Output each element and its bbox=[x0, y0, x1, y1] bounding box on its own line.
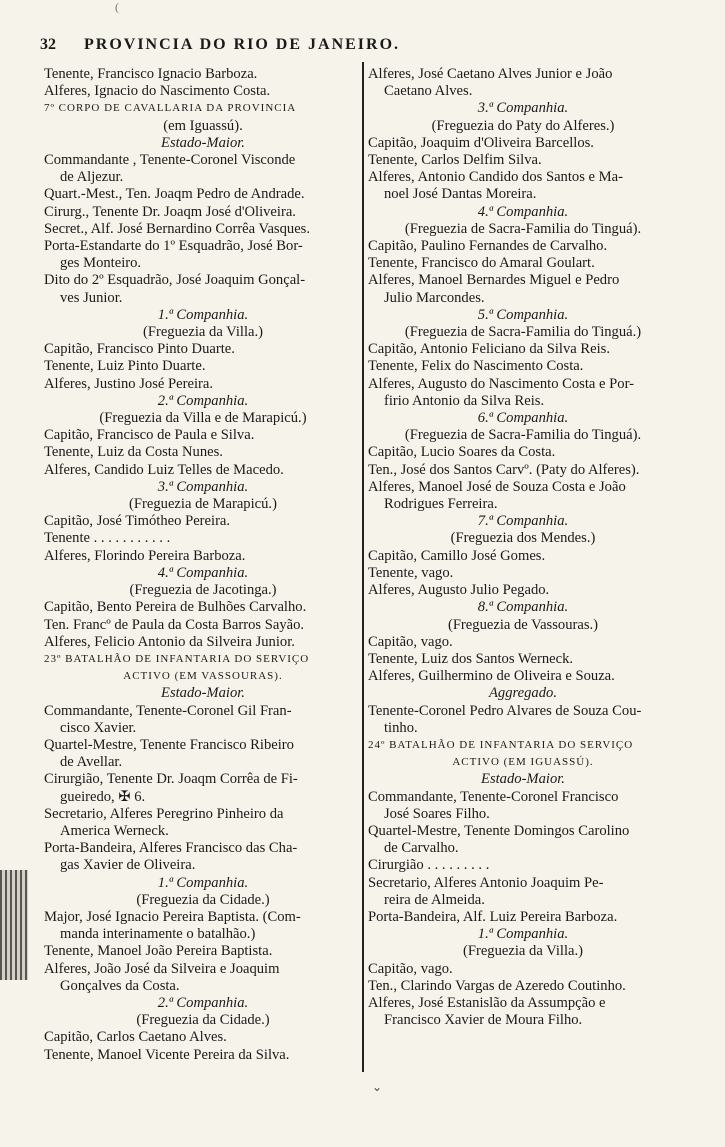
text-line: Rodrigues Ferreira. bbox=[384, 496, 498, 513]
parish-line: (Freguezia da Cidade.) bbox=[136, 1012, 270, 1029]
text-line: Commandante, Tenente-Coronel Gil Fran- bbox=[44, 702, 292, 719]
text-line: Capitão, Carlos Caetano Alves. bbox=[44, 1029, 227, 1046]
text-line: Caetano Alves. bbox=[384, 83, 473, 100]
text-line: Tenente, Francisco Ignacio Barboza. bbox=[44, 66, 258, 82]
top-corner-mark: ( bbox=[115, 0, 119, 14]
section-heading: 23º BATALHÃO DE INFANTARIA DO SERVIÇO bbox=[44, 652, 310, 665]
subsection-heading: Estado-Maior. bbox=[161, 685, 245, 702]
text-line: Alferes, Manoel Bernardes Miguel e Pedro bbox=[368, 272, 620, 289]
text-line: Major, José Ignacio Pereira Baptista. (Com- bbox=[44, 908, 301, 925]
company-heading: 4.ª Companhia. bbox=[157, 564, 249, 581]
text-line: noel José Dantas Moreira. bbox=[384, 186, 537, 203]
text-line: tinho. bbox=[384, 719, 418, 736]
text-line: Capitão, Antonio Feliciano da Silva Reis. bbox=[368, 341, 610, 358]
text-line: reira de Almeida. bbox=[384, 891, 485, 908]
text-line: Tenente, Luiz dos Santos Werneck. bbox=[368, 650, 574, 667]
text-line: Tenente, Luiz da Costa Nunes. bbox=[44, 444, 223, 461]
text-line: Capitão, Camillo José Gomes. bbox=[368, 547, 546, 564]
text-line: Ten., Clarindo Vargas de Azeredo Coutinho. bbox=[368, 977, 626, 994]
text-line: Tenente . . . . . . . . . . . bbox=[44, 530, 171, 547]
text-line: Tenente, Manoel João Pereira Baptista. bbox=[44, 943, 273, 960]
parish-line: (Freguezia de Vassouras.) bbox=[447, 616, 599, 633]
text-line: Alferes, Felicio Antonio da Silveira Junior. bbox=[44, 633, 295, 650]
text-line: manda interinamente o batalhão.) bbox=[60, 926, 256, 943]
text-line: Alferes, João José da Silveira e Joaquim bbox=[44, 960, 280, 977]
page-header bbox=[40, 36, 560, 54]
text-line: Alferes, Antonio Candido dos Santos e Ma- bbox=[368, 169, 623, 186]
text-line: Francisco Xavier de Moura Filho. bbox=[384, 1012, 583, 1029]
text-line: Alferes, Augusto Julio Pegado. bbox=[368, 582, 550, 599]
text-line: ves Junior. bbox=[60, 289, 123, 306]
text-line: Capitão, vago. bbox=[368, 960, 453, 977]
text-line: Porta-Estandarte do 1º Esquadrão, José Bor- bbox=[44, 238, 303, 255]
text-line: Quartel-Mestre, Tenente Francisco Ribeiro bbox=[44, 736, 294, 753]
text-line: Tenente, Carlos Delfim Silva. bbox=[368, 152, 542, 169]
text-line: de Avellar. bbox=[60, 754, 123, 771]
text-line: Capitão, vago. bbox=[368, 633, 453, 650]
text-line: Alferes, José Caetano Alves Junior e João bbox=[368, 66, 613, 82]
page-number: 32 bbox=[40, 36, 56, 53]
subsection-heading: Aggregado. bbox=[489, 685, 557, 702]
text-line: Capitão, Joaquim d'Oliveira Barcellos. bbox=[368, 134, 594, 151]
text-line: Tenente, Felix do Nascimento Costa. bbox=[368, 358, 584, 375]
text-line: Julio Marcondes. bbox=[384, 289, 485, 306]
text-line: cisco Xavier. bbox=[60, 719, 137, 736]
text-line: Secretario, Alferes Peregrino Pinheiro da bbox=[44, 805, 284, 822]
company-heading: 3.ª Companhia. bbox=[157, 478, 249, 495]
company-heading: 2.ª Companhia. bbox=[157, 392, 249, 409]
text-line: Secretario, Alferes Antonio Joaquim Pe- bbox=[368, 874, 604, 891]
text-line: de Aljezur. bbox=[60, 169, 124, 186]
text-line: Tenente, Luiz Pinto Duarte. bbox=[44, 358, 206, 375]
text-line: Quartel-Mestre, Tenente Domingos Carolino bbox=[368, 822, 630, 839]
parish-line: (Freguezia de Sacra-Familia do Tinguá.) bbox=[404, 324, 642, 341]
subsection-heading: Estado-Maior. bbox=[481, 771, 565, 788]
company-heading: 6.ª Companhia. bbox=[477, 410, 569, 427]
text-line: José Soares Filho. bbox=[384, 805, 490, 822]
company-heading: 2.ª Companhia. bbox=[157, 994, 249, 1011]
text-line: Porta-Bandeira, Alf. Luiz Pereira Barboza. bbox=[368, 908, 618, 925]
text-line: Capitão, Bento Pereira de Bulhões Carvalho. bbox=[44, 599, 307, 616]
text-line: de Carvalho. bbox=[384, 840, 459, 857]
text-line: Commandante , Tenente-Coronel Visconde bbox=[44, 152, 296, 169]
text-line: firio Antonio da Silva Reis. bbox=[384, 392, 545, 409]
parish-line: (Freguezia de Sacra-Familia do Tinguá). bbox=[404, 220, 642, 237]
text-line: Capitão, Paulino Fernandes de Carvalho. bbox=[368, 238, 608, 255]
subsection-heading: Estado-Maior. bbox=[161, 134, 245, 151]
text-line: Cirurg., Tenente Dr. Joaqm José d'Oliveira. bbox=[44, 203, 296, 220]
company-heading: 4.ª Companhia. bbox=[477, 203, 569, 220]
text-line: Dito do 2º Esquadrão, José Joaquim Gonçal- bbox=[44, 272, 306, 289]
company-heading: 1.ª Companhia. bbox=[477, 926, 569, 943]
text-line: gueiredo, ✠ 6. bbox=[60, 788, 146, 805]
section-heading: 7º CORPO DE CAVALLARIA DA PROVINCIA bbox=[44, 102, 297, 115]
text-line: Tenente, Francisco do Amaral Goulart. bbox=[368, 255, 595, 272]
text-line: Secret., Alf. José Bernardino Corrêa Vasques. bbox=[44, 220, 310, 237]
section-heading: ACTIVO (EM VASSOURAS). bbox=[123, 670, 283, 683]
section-heading: ACTIVO (EM IGUASSÚ). bbox=[452, 756, 594, 769]
text-line: Alferes, Ignacio do Nascimento Costa. bbox=[44, 83, 271, 100]
text-line: Alferes, Augusto do Nascimento Costa e Por- bbox=[368, 375, 635, 392]
text-line: Capitão, Francisco de Paula e Silva. bbox=[44, 427, 255, 444]
parish-line: (Freguezia da Cidade.) bbox=[136, 891, 270, 908]
text-line: Cirurgião, Tenente Dr. Joaqm Corrêa de Fi- bbox=[44, 771, 298, 788]
text-line: Tenente, Manoel Vicente Pereira da Silva. bbox=[44, 1046, 290, 1063]
parish-line: (Freguezia de Sacra-Familia do Tinguá). bbox=[404, 427, 642, 444]
text-line: Capitão, Francisco Pinto Duarte. bbox=[44, 341, 235, 358]
parish-line: (Freguezia de Jacotinga.) bbox=[129, 582, 277, 599]
company-heading: 3.ª Companhia. bbox=[477, 100, 569, 117]
text-line: Alferes, Candido Luiz Telles de Macedo. bbox=[44, 461, 284, 478]
text-line: Capitão, Lucio Soares da Costa. bbox=[368, 444, 556, 461]
parish-line: (Freguezia da Villa e de Marapicú.) bbox=[99, 410, 307, 427]
text-line: Alferes, Justino José Pereira. bbox=[44, 375, 214, 392]
text-line: Quart.-Mest., Ten. Joaqm Pedro de Andrade. bbox=[44, 186, 305, 203]
text-line: Tenente-Coronel Pedro Alvares de Souza Cou- bbox=[368, 702, 642, 719]
parish-line: (Freguezia dos Mendes.) bbox=[450, 530, 596, 547]
text-line: ges Monteiro. bbox=[60, 255, 142, 272]
text-line: Alferes, Manoel José de Souza Costa e João bbox=[368, 478, 626, 495]
right-column bbox=[368, 66, 678, 1029]
column-divider bbox=[362, 62, 364, 1072]
text-line: Gonçalves da Costa. bbox=[60, 977, 180, 994]
text-line: Tenente, vago. bbox=[368, 564, 454, 581]
company-heading: 1.ª Companhia. bbox=[157, 874, 249, 891]
left-column bbox=[44, 66, 362, 1064]
text-line: Porta-Bandeira, Alferes Francisco das Cha- bbox=[44, 840, 298, 857]
text-line: Cirurgião . . . . . . . . . bbox=[368, 857, 490, 874]
text-line: Ten. Francº de Paula da Costa Barros Sayão. bbox=[44, 616, 305, 633]
company-heading: 5.ª Companhia. bbox=[477, 306, 569, 323]
company-heading: 8.ª Companhia. bbox=[477, 599, 569, 616]
bottom-mark: ⌄ bbox=[372, 1080, 383, 1094]
text-line: Commandante, Tenente-Coronel Francisco bbox=[368, 788, 619, 805]
page-title: PROVINCIA DO RIO DE JANEIRO. bbox=[84, 36, 401, 53]
text-line: Capitão, José Timótheo Pereira. bbox=[44, 513, 231, 530]
text-line: Alferes, José Estanislão da Assumpção e bbox=[368, 994, 606, 1011]
parish-line: (Freguezia de Marapicú.) bbox=[129, 496, 277, 513]
section-heading: 24º BATALHÃO DE INFANTARIA DO SERVIÇO bbox=[368, 738, 634, 751]
parish-line: (Freguezia da Villa.) bbox=[462, 943, 583, 960]
company-heading: 7.ª Companhia. bbox=[477, 513, 569, 530]
text-line: (em Iguassú). bbox=[163, 117, 243, 134]
text-line: America Werneck. bbox=[60, 822, 169, 839]
binding-edge-decoration bbox=[0, 870, 28, 980]
text-line: gas Xavier de Oliveira. bbox=[60, 857, 196, 874]
text-line: Ten., José dos Santos Carvº. (Paty do Alferes). bbox=[368, 461, 640, 478]
company-heading: 1.ª Companhia. bbox=[157, 306, 249, 323]
parish-line: (Freguezia da Villa.) bbox=[142, 324, 263, 341]
text-line: Alferes, Florindo Pereira Barboza. bbox=[44, 547, 246, 564]
text-line: Alferes, Guilhermino de Oliveira e Souza. bbox=[368, 668, 615, 685]
parish-line: (Freguezia do Paty do Alferes.) bbox=[431, 117, 615, 134]
